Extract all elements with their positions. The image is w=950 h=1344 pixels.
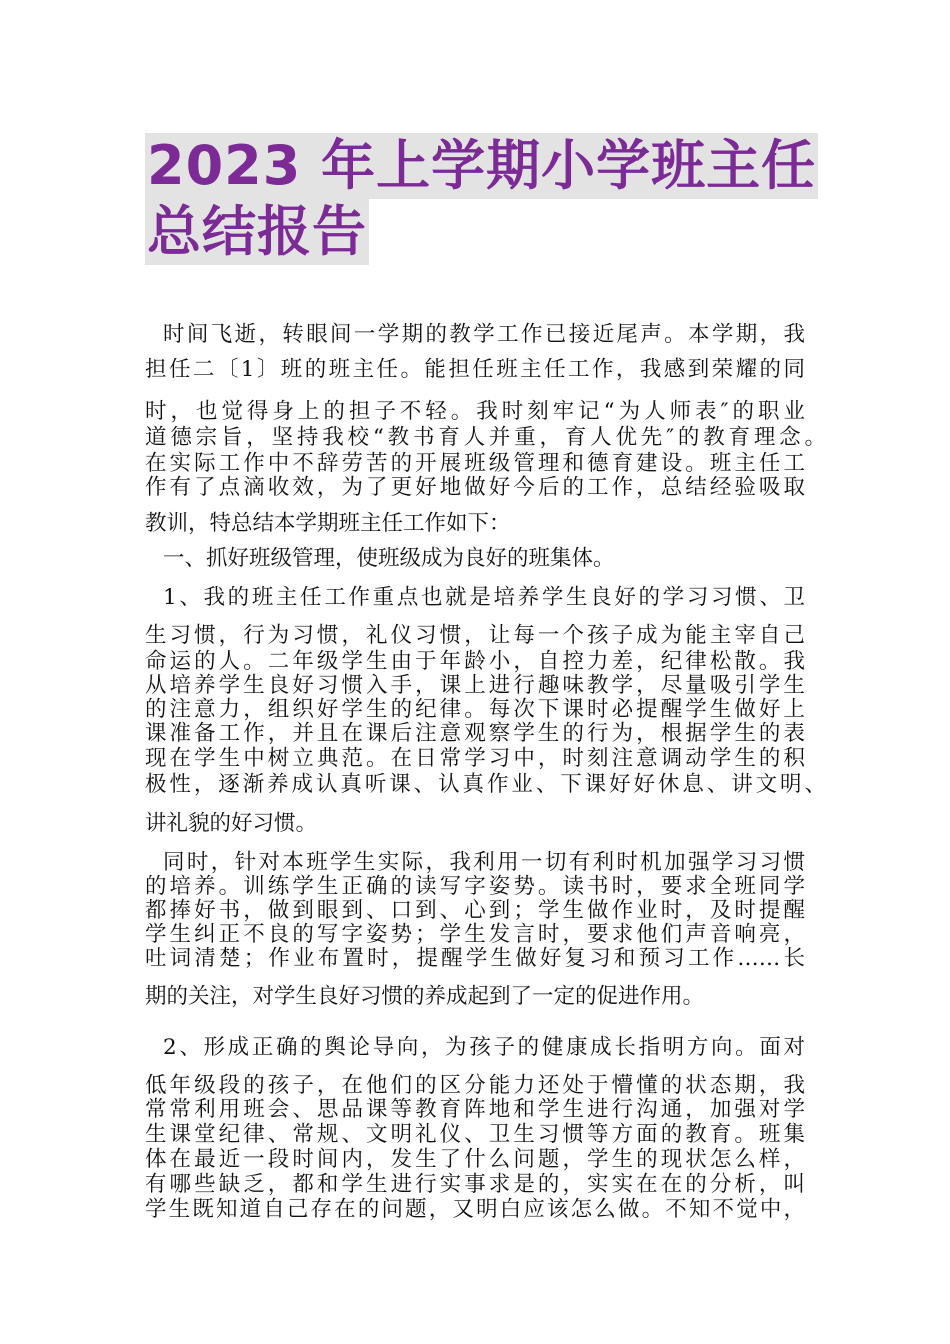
- document-title-line-1: 2023 年上学期小学班主任: [147, 134, 817, 197]
- section-heading: 一、抓好班级管理，使班级成为良好的班集体。: [163, 546, 615, 571]
- paragraph-line: 吐词清楚；作业布置时，提醒学生做好复习和预习工作……长: [145, 946, 805, 971]
- paragraph-line: 极性，逐渐养成认真听课、认真作业、下课好好休息、讲文明、: [145, 772, 826, 797]
- paragraph-line: 现在学生中树立典范。在日常学习中，时刻注意调动学生的积: [145, 746, 805, 771]
- paragraph-line: 有哪些缺乏，都和学生进行实事求是的，实实在在的分析，叫: [145, 1172, 805, 1197]
- paragraph-line: 学生纠正不良的写字姿势；学生发言时，要求他们声音响亮，: [145, 922, 805, 947]
- paragraph-line: 都捧好书，做到眼到、口到、心到；学生做作业时，及时提醒: [145, 898, 805, 923]
- paragraph-line: 时，也觉得身上的担子不轻。我时刻牢记“为人师表″的职业: [145, 399, 805, 424]
- paragraph-line: 讲礼貌的好习惯。: [145, 811, 318, 836]
- paragraph-line: 的注意力，组织好学生的纪律。每次下课时必提醒学生做好上: [145, 697, 805, 722]
- paragraph-line: 道德宗旨，坚持我校“教书育人并重，育人优先″的教育理念。: [145, 425, 826, 450]
- paragraph-line: 生课堂纪律、常规、文明礼仪、卫生习惯等方面的教育。班集: [145, 1122, 805, 1147]
- paragraph-line: 的培养。训练学生正确的读写字姿势。读书时，要求全班同学: [145, 874, 805, 899]
- paragraph-line: 体在最近一段时间内，发生了什么问题，学生的现状怎么样，: [145, 1147, 805, 1172]
- paragraph-line: 学生既知道自己存在的问题，又明白应该怎么做。不知不觉中，: [145, 1197, 805, 1222]
- document-title-line-2: 总结报告: [147, 200, 367, 263]
- paragraph-line: 2、形成正确的舆论导向，为孩子的健康成长指明方向。面对: [163, 1035, 805, 1060]
- paragraph-line: 在实际工作中不辞劳苦的开展班级管理和德育建设。班主任工: [145, 451, 805, 476]
- paragraph-line: 命运的人。二年级学生由于年龄小，自控力差，纪律松散。我: [145, 649, 805, 674]
- paragraph-line: 同时，针对本班学生实际，我利用一切有利时机加强学习习惯: [163, 850, 805, 875]
- paragraph-line: 作有了点滴收效，为了更好地做好今后的工作，总结经验吸取: [145, 475, 805, 500]
- paragraph-line: 教训，特总结本学期班主任工作如下：: [145, 511, 511, 536]
- paragraph-line: 时间飞逝，转眼间一学期的教学工作已接近尾声。本学期，我: [163, 322, 805, 347]
- paragraph-line: 期的关注，对学生良好习惯的养成起到了一定的促进作用。: [145, 984, 705, 1009]
- paragraph-line: 低年级段的孩子，在他们的区分能力还处于懵懂的状态期，我: [145, 1073, 805, 1098]
- paragraph-line: 从培养学生良好习惯入手，课上进行趣味教学，尽量吸引学生: [145, 673, 805, 698]
- paragraph-line: 课准备工作，并且在课后注意观察学生的行为，根据学生的表: [145, 721, 805, 746]
- paragraph-line: 担任二〔1〕班的班主任。能担任班主任工作，我感到荣耀的同: [145, 357, 805, 382]
- paragraph-line: 1、我的班主任工作重点也就是培养学生良好的学习习惯、卫: [163, 585, 805, 610]
- paragraph-line: 常常利用班会、思品课等教育阵地和学生进行沟通，加强对学: [145, 1097, 805, 1122]
- paragraph-line: 生习惯，行为习惯，礼仪习惯，让每一个孩子成为能主宰自己: [145, 623, 805, 648]
